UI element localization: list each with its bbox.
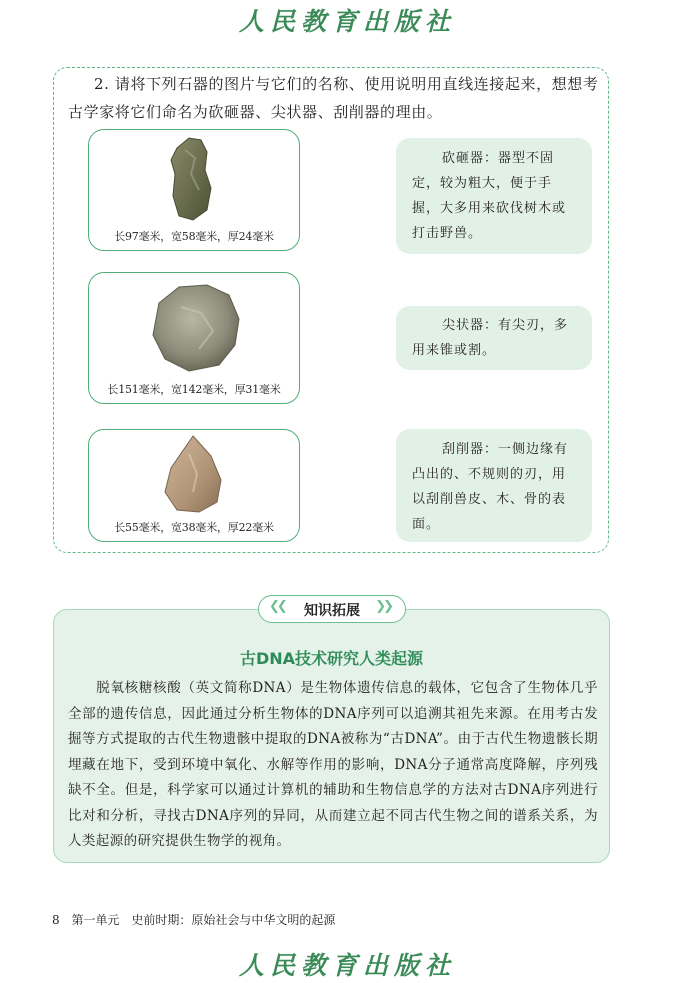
extension-body: 脱氧核糖核酸（英文简称DNA）是生物体遗传信息的载体，它包含了生物体几乎全部的遗传信息，因此通过分析生物体的DNA序列可以追溯其祖先来源。在用考古发掘等方式提取的古代生物遗骸中提取的DNA被称为“古DNA”。由于古代生物遗骸长期埋藏在地下，受到环境中氧化、水解等作用的影响，DNA分子通常高度降解，序列残缺不全。但是，科学家可以通过计算机的辅助和生物信息学的方法对古DNA序列进行比对和分析，寻找古DNA序列的异同，从而建立起不同古代生物之间的谱系关系，为人类起源的研究提供生物学的视角。 <box>68 680 598 849</box>
page-footer <box>52 911 335 928</box>
stone-tool-card-1 <box>88 129 300 251</box>
stone-tool-dimensions: 长55毫米，宽38毫米，厚22毫米 <box>114 521 274 534</box>
extension-title: 古DNA技术研究人类起源 <box>239 649 424 668</box>
exercise-question: 2. 请将下列石器的图片与它们的名称、使用说明用直线连接起来，想想考古学家将它们命名为砍砸器、尖状器、刮削器的理由。 <box>68 75 599 121</box>
double-chevron-left-icon: ❮❮ <box>269 599 285 614</box>
publisher-logo-top: 人民教育出版社 <box>238 7 456 36</box>
chapter-title: 史前时期：原始社会与中华文明的起源 <box>131 913 336 927</box>
page-number: 8 <box>52 913 60 927</box>
scraper-description: 刮削器：一侧边缘有凸出的、不规则的刃，用以刮削兽皮、木、骨的表面。 <box>396 429 592 542</box>
stone-tool-dimensions: 长97毫米，宽58毫米，厚24毫米 <box>114 230 274 243</box>
chopper-stone-image <box>89 130 299 226</box>
pointed-stone-image <box>89 273 299 379</box>
knowledge-extension-label: 知识拓展 <box>304 603 360 619</box>
stone-tool-card-2 <box>88 272 300 404</box>
stone-tool-dimensions: 长151毫米，宽142毫米，厚31毫米 <box>107 383 281 396</box>
scraper-stone-image <box>89 430 299 517</box>
pointed-tool-description: 尖状器：有尖刃，多用来锥或割。 <box>396 306 592 370</box>
unit-label: 第一单元 <box>71 913 120 927</box>
publisher-logo-bottom: 人民教育出版社 <box>238 951 456 980</box>
chopper-description: 砍砸器：器型不固定，较为粗大，便于手握，大多用来砍伐树木或打击野兽。 <box>396 138 592 254</box>
stone-tool-card-3 <box>88 429 300 542</box>
knowledge-extension-tab <box>258 595 406 623</box>
double-chevron-right-icon: ❯❯ <box>375 599 391 614</box>
